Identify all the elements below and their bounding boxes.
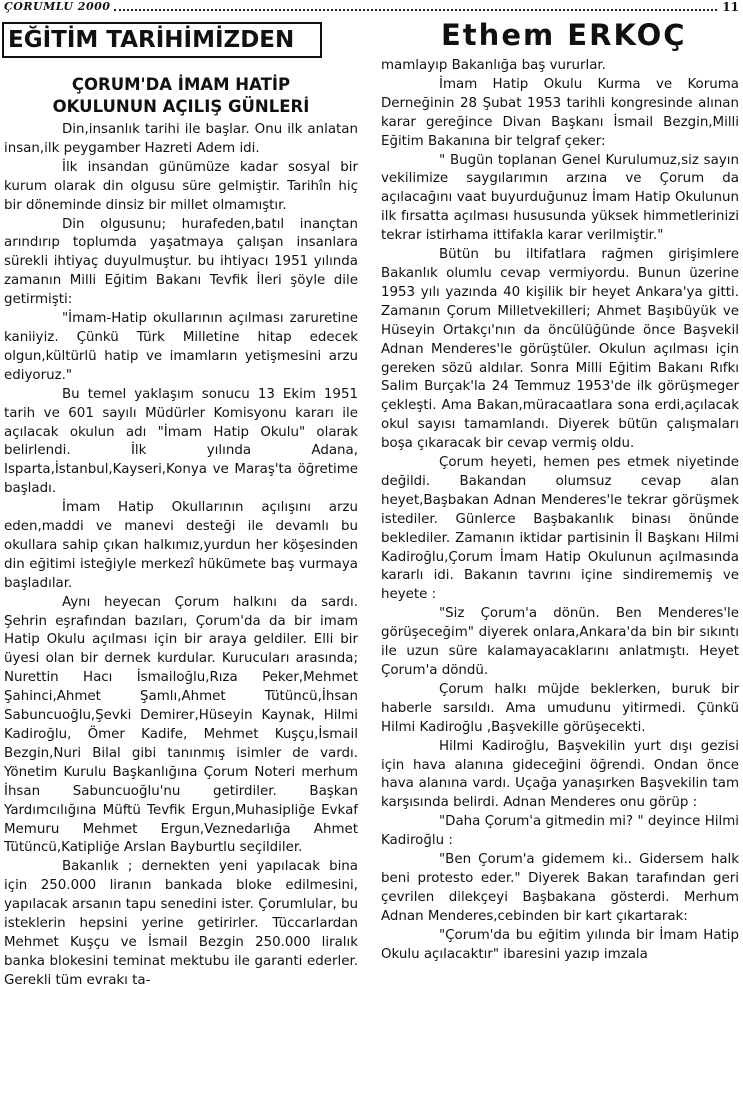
page-header (4, 0, 739, 14)
paragraph: Çorum heyeti, hemen pes etmek niyetinde değildi. Bakandan olumsuz cevap alan heyet,Başbakan Adnan Menderes'le tekrar görüşmek istediler. Günlerce Başbakanlık binası önünde beklediler. Zamanın iktidar partisinin İl Başkanı Hilmi Kadiroğlu,Çorum İmam Hatip Okulunun açılmasında kararlı idi. Bakanın tavrını içine sindirememiş ve heyete : (381, 455, 739, 603)
header-dotted-rule (114, 9, 717, 11)
page-number: 11 (722, 0, 739, 14)
article-title (4, 74, 358, 118)
quote-paragraph: "Ben Çorum'a gidemem ki.. Gidersem halk beni protesto eder." Diyerek Bakan tarafından geri çevrilen dilekçeyi Başbakana gösterdi. Merhum Adnan Menderes,cebinden bir kart çıkartarak: (381, 852, 739, 924)
paragraph: Bütün bu iltifatlara rağmen girişimlere Bakanlık olumlu cevap vermiyordu. Bunun üzerine 1953 yılı yazında 40 kişilik bir heyet Ankara'ya gitti. Zamanın Çorum Milletvekilleri; Ahmet Başıbüyük ve Hüseyin Ortakçı'nın da öncülüğünde önce Başvekil Adnan Menderes'le görüştüler. Okulun açılması için gereken sözü aldılar. Sonra Milli Eğitim Bakanı Rıfkı Salim Burçak'la 24 Temmuz 1953'de ilk görüşmeger çekleşti. Ama Bakan,müracaatlara sona erdi,açılacak okul sayısı tamamlandı. Diyerek bütün çalışmaları boşa çıkaracak bir cevap vermiş oldu. (381, 247, 739, 452)
article-column-left (4, 74, 358, 991)
paragraph: Hilmi Kadiroğlu, Başvekilin yurt dışı gezisi için hava alanına gideceğini öğrendi. Ondan önce hava alanına vardı. Uçağa yanaşırken Başvekilin tam karşısında belirdi. Adnan Menderes onu görüp : (381, 738, 739, 811)
continued-text: mamlayıp Bakanlığa baş vururlar. (381, 58, 606, 73)
paragraph: Din olgusunu; hurafeden,batıl inançtan arındırıp toplumda yaşatmaya çalışan insanlara sürekli ihtiyaç duyulmuştur. bu ihtiyacı 1951 yılında zamanın Milli Eğitim Bakanı Tevfik İleri şöyle dile getirmişti: (4, 216, 358, 308)
article-title-line-2: OKULUNUN AÇILIŞ GÜNLERİ (52, 97, 310, 116)
paragraph: İmam Hatip Okulu Kurma ve Koruma Derneğinin 28 Şubat 1953 tarihli kongresinde alınan karar gereğince Divan Başkanı İsmail Bezgin,Milli Eğitim Bakanına bir telgraf çeker: (381, 76, 739, 149)
paragraph: İlk insandan günümüze kadar sosyal bir kurum olarak din olgusu süre gelmiştir. Tarihîn hiç bir döneminde dinsiz bir millet olmamıştır. (4, 159, 358, 213)
paragraph: İmam Hatip Okullarının açılışını arzu eden,maddi ve manevi desteği ile devamlı bu okullara sahip çıkan halkımız,yurdun her köşesinden din eğitimi isteğiyle merkezî hükümete baş vurmaya başladılar. (4, 500, 358, 591)
quote-paragraph: "Siz Çorum'a dönün. Ben Menderes'le görüşeceğim" diyerek onlara,Ankara'da bin bir sıkıntı ile uzun süre kalamayacaklarını anlatmıştı. Heyet Çorum'a döndü. (381, 606, 739, 678)
quote-paragraph: "İmam-Hatip okullarının açılması zaruretine kaniiyiz. Çünkü Türk Milletine hitap edecek olgun,kültürlü hatip ve imamların yetişmesini arzu ediyoruz." (4, 311, 358, 383)
quote-paragraph: "Daha Çorum'a gitmedin mi? " deyince Hilmi Kadiroğlu : (381, 814, 739, 849)
paragraph: Bu temel yaklaşım sonucu 13 Ekim 1951 tarih ve 601 sayılı Müdürler Komisyonu kararı ile açılacak okulun adı "İmam Hatip Okulu" olarak belirlendi. İlk yılında Adana, Isparta,İstanbul,Kayseri,Konya ve Maraş'ta öğretime başladı. (4, 386, 358, 497)
quote-paragraph: " Bugün toplanan Genel Kurulumuz,siz sayın vekilimize saygılarımın arzına ve Çorum da açılacağını vaat buyurduğunuz İmam Hatip Okulunun ilk fırsatta açılması hususunda yüksek himmetlerinizi tekrar istirhama ittifakla karar verilmiştir." (381, 152, 739, 244)
masthead: ÇORUMLU 2000 (4, 0, 111, 13)
paragraph: Çorum halkı müjde beklerken, buruk bir haberle sarsıldı. Ama umudunu yitirmedi. Çünkü Hilmi Kadiroğlu ,Başvekille görüşecekti. (381, 681, 739, 735)
quote-paragraph: "Çorum'da bu eğitim yılında bir İmam Hatip Okulu açılacaktır" ibaresini yazıp imzala (381, 927, 739, 962)
paragraph: Din,insanlık tarihi ile başlar. Onu ilk anlatan insan,ilk peygamber Hazreti Adem idi. (4, 122, 358, 156)
author-name: Ethem ERKOÇ (441, 18, 687, 52)
paragraph: Aynı heyecan Çorum halkını da sardı. Şehrin eşrafından bazıları, Çorum'da da bir imam Hatip Okulu açılması için bir araya geldiler. Elli bir üyesi olan bir dernek kurdular. Kurucuları arasında; Nurettin Hacı İsmailoğlu,Rıza Peker,Mehmet Şahinci,Ahmet Şamlı,Ahmet Tütüncü,İhsan Sabuncuoğlu,Şevki Demirer,Hüseyin Kaynak, Hilmi Kadiroğlu, Ömer Kadife, Mehmet Kuşçu,İsmail Bezgin,Nuri Bilal gibi tanınmış isimler de vardı. Yönetim Kurulu Başkanlığına Çorum Noteri merhum İhsan Sabuncuoğlu'nu getirdiler. Başkan Yardımcılığına Müftü Tevfik Ergun,Muhasipliğe Evkaf Memuru Mehmet Ergun,Veznedarlığa Ahmet Tütüncü,Katipliğe Arslan Bayburtlu seçildiler. (4, 594, 358, 856)
article-column-right (381, 57, 739, 965)
paragraph: Bakanlık ; dernekten yeni yapılacak bina için 250.000 liranın bankada bloke edilmesini, yapılacak arsanın tapu senedini ister. Çorumlular, bu isteklerin hepsini yerine getirirler. Tüccarlardan Mehmet Kuşçu ve İsmail Bezgin 250.000 liralık banka blokesini teminat mektubu ile garanti ederler. Gerekli tüm evrakı ta- (4, 859, 358, 988)
section-title: EĞİTİM TARİHİMİZDEN (2, 22, 322, 58)
article-title-line-1: ÇORUM'DA İMAM HATİP (71, 75, 291, 94)
